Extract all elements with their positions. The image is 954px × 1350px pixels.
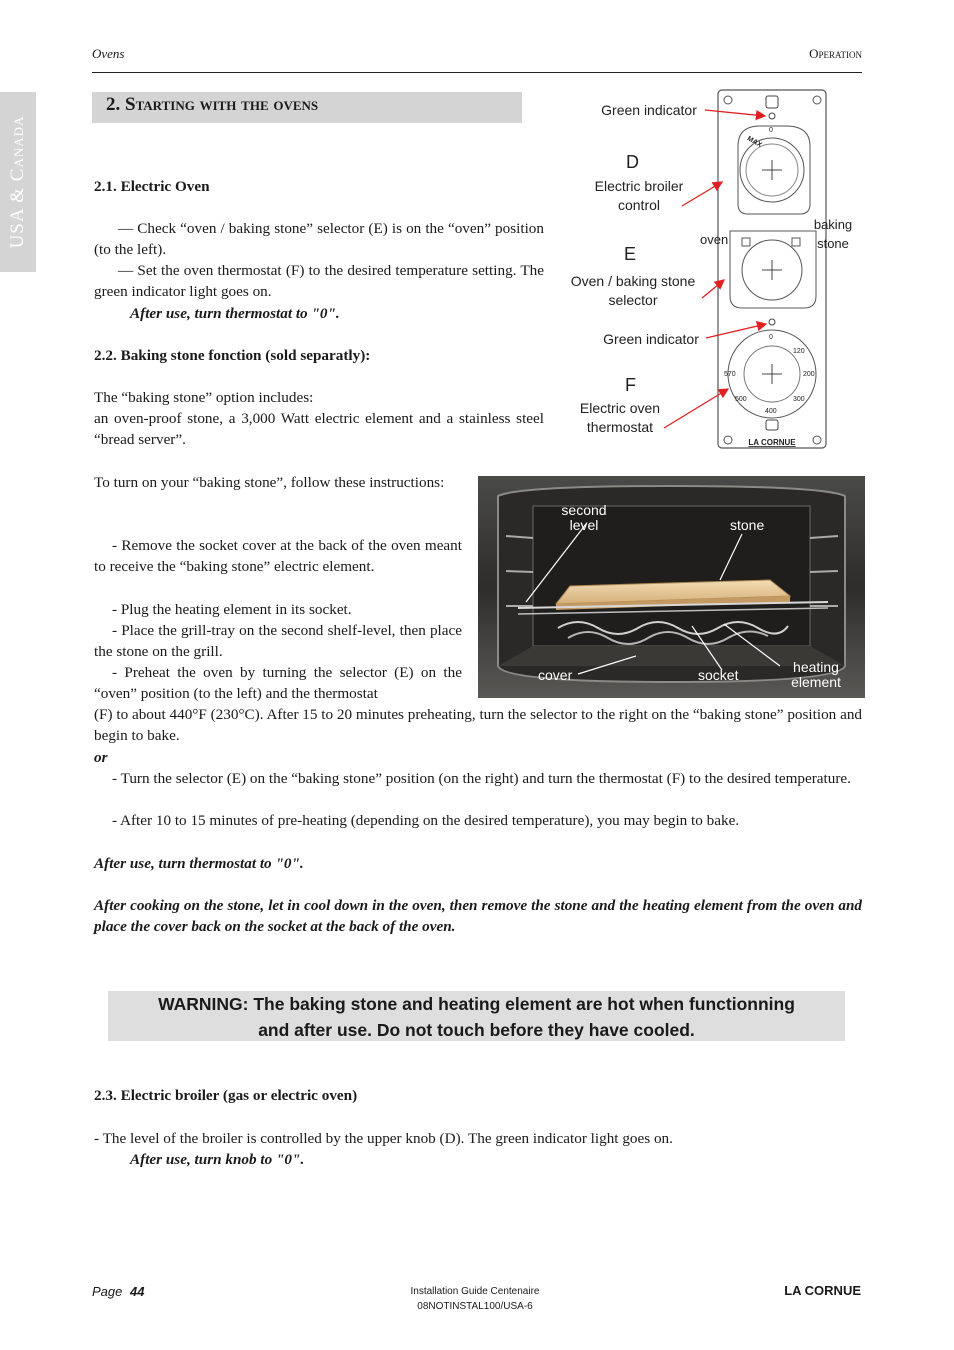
label-green-indicator-2: Green indicator — [603, 331, 699, 347]
label-socket: socket — [698, 667, 739, 683]
label-stone: stone — [730, 517, 765, 533]
s21-p1: — Check “oven / baking stone” selector (E) is on the “oven” position (to the left). — [94, 220, 544, 258]
s21-p2: — Set the oven thermostat (F) to the desired temperature setting. The green indicator light goes on. — [94, 262, 544, 300]
s21-after: After use, turn thermostat to "0". — [130, 305, 340, 322]
t400-label: 400 — [765, 408, 777, 415]
footer-brand: LA CORNUE — [784, 1283, 861, 1298]
s22-or: or — [94, 749, 108, 766]
label-d-letter: D — [626, 152, 639, 172]
footer-page — [92, 1284, 144, 1299]
heading-2-1: 2.1. Electric Oven — [94, 178, 210, 195]
section-title-box — [92, 92, 522, 123]
side-tab — [0, 92, 36, 272]
s23-after: After use, turn knob to "0". — [130, 1151, 305, 1168]
t570-label: 570 — [724, 371, 736, 378]
label-baking-stone: baking stone — [813, 217, 853, 251]
s22-step4a: - Preheat the oven by turning the selector (E) on the “oven” position (to the left) and the thermostat — [94, 664, 462, 702]
s22-step3: - Place the grill-tray on the second shelf-level, then place the stone on the grill. — [94, 622, 462, 660]
footer-center — [360, 1284, 590, 1314]
s22-intro1: The “baking stone” option includes: — [94, 389, 314, 406]
label-cover: cover — [538, 667, 573, 683]
warning-line-2: and after use. Do not touch before they have cooled. — [258, 1020, 695, 1040]
label-oven: oven — [700, 232, 729, 247]
side-tab-label: USA & Canada — [7, 115, 28, 249]
label-second-level: second level — [561, 502, 607, 533]
warning-line-1: WARNING: The baking stone and heating element are hot when functionning — [158, 994, 795, 1014]
s23-p1: - The level of the broiler is controlled by the upper knob (D). The green indicator light goes on. — [94, 1130, 673, 1147]
d-zero-label: 0 — [769, 127, 773, 134]
f-zero-label: 0 — [769, 334, 773, 341]
heading-2-3: 2.3. Electric broiler (gas or electric oven) — [94, 1087, 358, 1104]
t300-label: 300 — [793, 396, 805, 403]
label-green-indicator: Green indicator — [601, 102, 697, 118]
s22-step2: - Plug the heating element in its socket. — [112, 601, 352, 618]
header-rule — [92, 72, 862, 73]
max-label: MAX — [745, 135, 763, 150]
label-f-letter: F — [625, 375, 636, 395]
warning-box — [108, 991, 845, 1041]
t120-label: 120 — [793, 348, 805, 355]
s22-step5: - Turn the selector (E) on the “baking stone” position (on the right) and turn the thermostat (F) to the desired temperature. — [112, 770, 851, 787]
label-e-text: Oven / baking stone selector — [570, 273, 696, 308]
header-right: Operation — [809, 46, 862, 61]
s22-intro2: an oven-proof stone, a 3,000 Watt electric element and a stainless steel “bread server”. — [94, 410, 544, 448]
label-e-letter: E — [624, 244, 637, 264]
s22-step1: - Remove the socket cover at the back of the oven meant to receive the “baking stone” electric element. — [94, 537, 462, 575]
s22-step6: - After 10 to 15 minutes of pre-heating (depending on the desired temperature), you may begin to bake. — [112, 812, 740, 829]
brand-plate: LA CORNUE — [748, 438, 796, 447]
header-left: Ovens — [92, 46, 125, 61]
t200-label: 200 — [803, 371, 815, 378]
footer-guide-title: Installation Guide Centenaire — [410, 1286, 540, 1297]
section-title: 2. Starting with the ovens — [106, 94, 319, 115]
s22-after2: After cooking on the stone, let in cool down in the oven, then remove the stone and the heating element from the oven and place the cover back on the socket at the back of the oven. — [94, 897, 862, 935]
heading-2-2: 2.2. Baking stone fonction (sold separatly): — [94, 347, 371, 364]
footer-page-number: 44 — [130, 1284, 145, 1299]
label-d-text: Electric broiler control — [594, 178, 684, 213]
s22-intro3: To turn on your “baking stone”, follow these instructions: — [94, 474, 445, 491]
footer-page-label: Page — [92, 1284, 123, 1299]
s22-after1: After use, turn thermostat to "0". — [94, 855, 304, 872]
label-heating-element: heating element — [791, 659, 841, 690]
label-f-text: Electric oven thermostat — [579, 400, 661, 435]
t500-label: 500 — [735, 396, 747, 403]
s22-step4b: (F) to about 440°F (230°C). After 15 to 20 minutes preheating, turn the selector to the right on the “baking stone” position and begin to bake. — [94, 706, 863, 744]
footer-doc-code: 08NOTINSTAL100/USA-6 — [417, 1301, 533, 1312]
